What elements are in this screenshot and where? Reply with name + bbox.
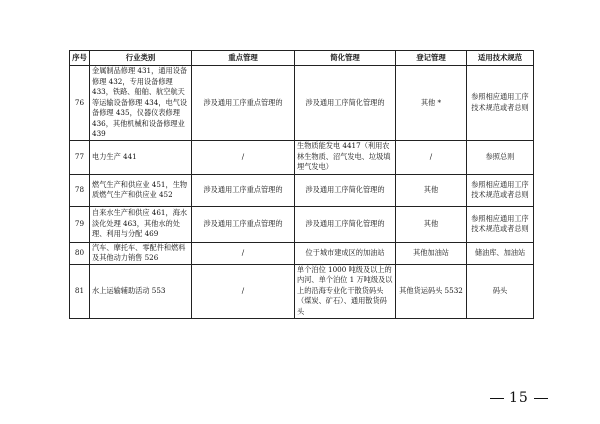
cell-registration-management: 其他 * [396,66,467,141]
cell-registration-management: 其他 [396,174,467,206]
table-header-row [70,51,534,66]
table-row [70,66,534,141]
cell-technical-spec: 参照相应通用工序技术规范或者总则 [467,174,534,206]
cell-technical-spec: 储油库、加油站 [467,242,534,264]
header-technical-spec: 适用技术规范 [467,51,534,66]
cell-key-management: / [192,242,295,264]
cell-simplified-management: 涉及通用工序简化管理的 [295,174,396,206]
header-key-management: 重点管理 [192,51,295,66]
table-row [70,206,534,242]
table-row [70,140,534,174]
page-number-footer [485,390,553,406]
cell-technical-spec: 码头 [467,264,534,318]
cell-industry-category: 自来水生产和供应 461，海水淡化处理 463，其他水的处理、利用与分配 469 [90,206,192,242]
cell-simplified-management: 生物质能发电 4417（利用农林生物质、沼气发电、垃圾填埋气发电） [295,140,396,174]
table-row [70,264,534,318]
cell-key-management: 涉及通用工序重点管理的 [192,66,295,141]
cell-registration-management: 其他货运码头 5532 [396,264,467,318]
header-serial: 序号 [70,51,90,66]
cell-industry-category: 电力生产 441 [90,140,192,174]
cell-technical-spec: 参照总则 [467,140,534,174]
cell-key-management: / [192,264,295,318]
header-registration-management: 登记管理 [396,51,467,66]
cell-key-management: / [192,140,295,174]
cell-industry-category: 汽车、摩托车、零配件和燃料及其他动力销售 526 [90,242,192,264]
cell-key-management: 涉及通用工序重点管理的 [192,206,295,242]
cell-industry-category: 水上运输辅助活动 553 [90,264,192,318]
cell-key-management: 涉及通用工序重点管理的 [192,174,295,206]
cell-industry-category: 金属制品修理 431，通用设备修理 432，专用设备修理 433，铁路、船舶、航空航天等运输设备修理 434，电气设备修理 435，仪器仪表修理 436，其他机械和设备修理业 439 [90,66,192,141]
page-number: 15 [509,390,529,406]
cell-industry-category: 燃气生产和供应业 451，生物质燃气生产和供应业 452 [90,174,192,206]
cell-technical-spec: 参照相应通用工序技术规范或者总则 [467,66,534,141]
industry-classification-table [69,50,534,319]
table-row [70,174,534,206]
cell-serial: 77 [70,140,90,174]
cell-serial: 79 [70,206,90,242]
cell-technical-spec: 参照相应通用工序技术规范或者总则 [467,206,534,242]
dash-left [490,398,504,399]
header-simplified-management: 简化管理 [295,51,396,66]
cell-serial: 78 [70,174,90,206]
cell-simplified-management: 单个泊位 1000 吨级及以上的内河、单个泊位 1 万吨级及以上的沿海专业化干散货码头（煤炭、矿石）、通用散货码头 [295,264,396,318]
cell-registration-management: 其他加油站 [396,242,467,264]
cell-registration-management: / [396,140,467,174]
cell-simplified-management: 涉及通用工序简化管理的 [295,66,396,141]
header-industry-category: 行业类别 [90,51,192,66]
cell-simplified-management: 位于城市建成区的加油站 [295,242,396,264]
cell-serial: 81 [70,264,90,318]
cell-serial: 76 [70,66,90,141]
table-row [70,242,534,264]
cell-simplified-management: 涉及通用工序简化管理的 [295,206,396,242]
dash-right [534,398,548,399]
cell-serial: 80 [70,242,90,264]
cell-registration-management: 其他 [396,206,467,242]
